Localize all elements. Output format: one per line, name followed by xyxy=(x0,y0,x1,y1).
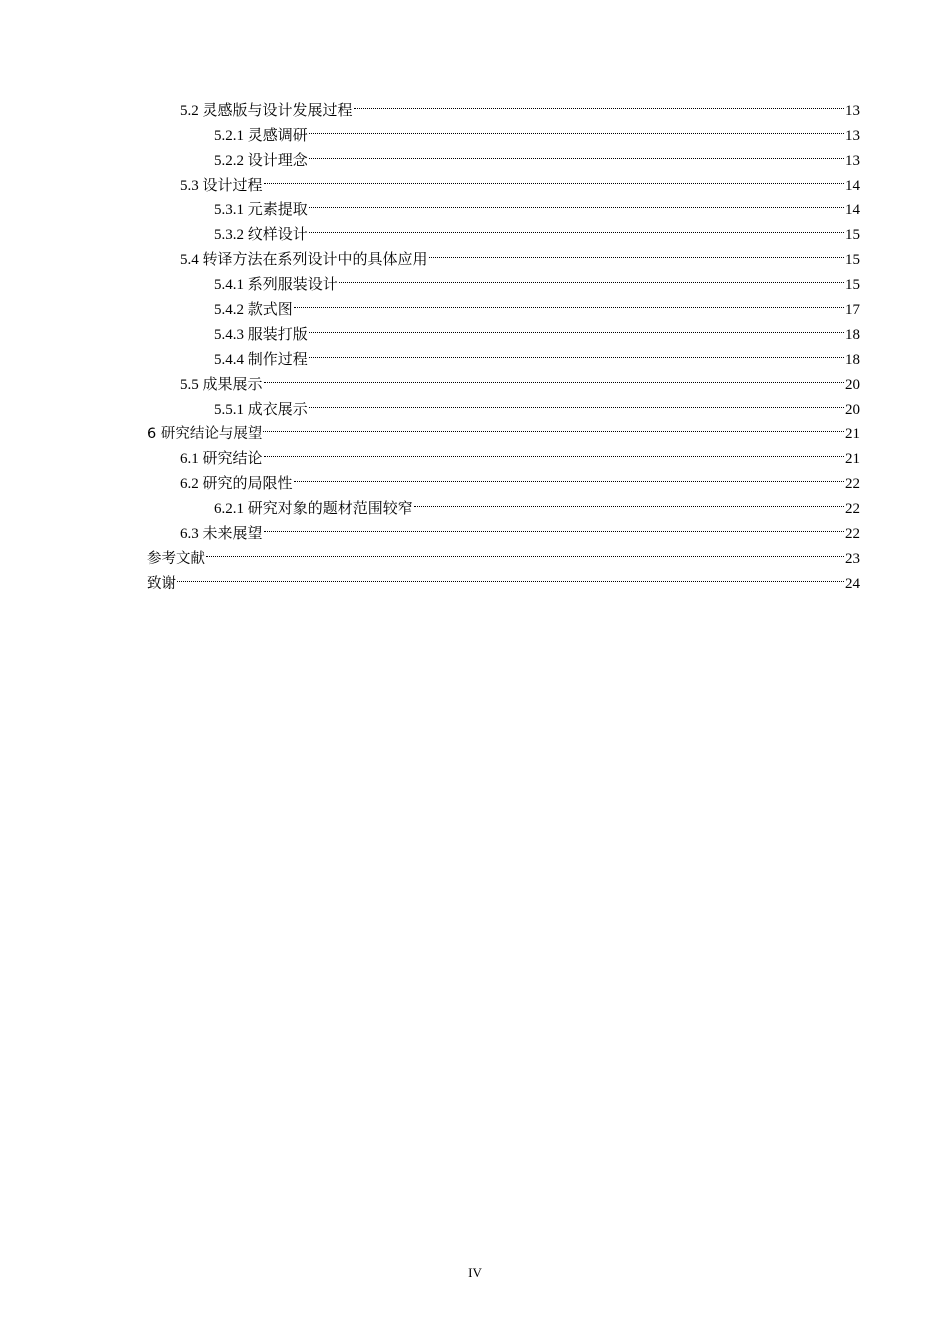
toc-entry-references[interactable] xyxy=(147,538,860,567)
toc-dot-leader xyxy=(354,90,844,115)
toc-page-number: 24 xyxy=(845,575,860,592)
toc-dot-leader xyxy=(264,364,844,389)
toc-dot-leader xyxy=(309,389,844,414)
toc-dot-leader xyxy=(264,165,844,190)
toc-entry-label: 6.2.1 研究对象的题材范围较窄 xyxy=(214,501,413,518)
toc-entry-label: 5.3 设计过程 xyxy=(180,177,263,194)
toc-dot-leader xyxy=(309,140,844,165)
toc-page-number: 20 xyxy=(845,376,860,393)
toc-dot-leader xyxy=(309,190,844,215)
toc-page-number: 13 xyxy=(845,127,860,144)
toc-page-number: 22 xyxy=(845,526,860,543)
toc-entry-acknowledgements[interactable] xyxy=(147,563,860,592)
toc-page-number: 22 xyxy=(845,476,860,493)
toc-entry-label: 5.2.2 设计理念 xyxy=(214,152,308,169)
toc-entry-label: 6.3 未来展望 xyxy=(180,526,263,543)
toc-page-number: 18 xyxy=(845,326,860,343)
toc-page-number: 15 xyxy=(845,227,860,244)
toc-page-number: 14 xyxy=(845,177,860,194)
toc-dot-leader xyxy=(263,414,844,439)
toc-entry-label: 6.1 研究结论 xyxy=(180,451,263,468)
table-of-contents xyxy=(147,90,860,592)
toc-entry-label: 致谢 xyxy=(147,575,176,592)
toc-dot-leader xyxy=(177,563,844,588)
toc-entry-label: 6 研究结论与展望 xyxy=(147,426,263,443)
toc-dot-leader xyxy=(414,488,844,513)
toc-dot-leader xyxy=(309,314,844,339)
toc-entry-label: 6.2 研究的局限性 xyxy=(180,476,293,493)
toc-entry-5-2[interactable] xyxy=(147,90,860,119)
toc-dot-leader xyxy=(294,289,844,314)
toc-page-number: 15 xyxy=(845,252,860,269)
toc-page-number: 18 xyxy=(845,351,860,368)
toc-page-number: 15 xyxy=(845,277,860,294)
toc-page-number: 14 xyxy=(845,202,860,219)
toc-dot-leader xyxy=(429,239,844,264)
toc-dot-leader xyxy=(264,513,844,538)
toc-entry-label: 5.5.1 成衣展示 xyxy=(214,401,308,418)
toc-page-number: 13 xyxy=(845,152,860,169)
toc-entry-label: 5.3.1 元素提取 xyxy=(214,202,308,219)
toc-entry-label: 5.4.2 款式图 xyxy=(214,302,293,319)
page-number-footer: IV xyxy=(468,1265,482,1280)
toc-entry-label: 5.4.3 服装打版 xyxy=(214,326,308,343)
toc-page-number: 21 xyxy=(845,426,860,443)
toc-entry-label: 5.4.1 系列服装设计 xyxy=(214,277,338,294)
toc-entry-label: 参考文献 xyxy=(147,550,205,567)
toc-page-number: 17 xyxy=(845,302,860,319)
toc-dot-leader xyxy=(339,264,844,289)
toc-page-number: 23 xyxy=(845,550,860,567)
toc-entry-label: 5.4 转译方法在系列设计中的具体应用 xyxy=(180,252,428,269)
toc-dot-leader xyxy=(309,115,844,140)
toc-entry-label: 5.2.1 灵感调研 xyxy=(214,127,308,144)
toc-dot-leader xyxy=(264,438,844,463)
toc-dot-leader xyxy=(206,538,844,563)
toc-page-number: 13 xyxy=(845,102,860,119)
toc-entry-label: 5.4.4 制作过程 xyxy=(214,351,308,368)
toc-dot-leader xyxy=(309,214,844,239)
toc-page-number: 20 xyxy=(845,401,860,418)
toc-page-number: 21 xyxy=(845,451,860,468)
toc-entry-label: 5.2 灵感版与设计发展过程 xyxy=(180,102,353,119)
toc-page-number: 22 xyxy=(845,501,860,518)
toc-entry-label: 5.5 成果展示 xyxy=(180,376,263,393)
toc-dot-leader xyxy=(309,339,844,364)
toc-dot-leader xyxy=(294,463,844,488)
toc-entry-label: 5.3.2 纹样设计 xyxy=(214,227,308,244)
